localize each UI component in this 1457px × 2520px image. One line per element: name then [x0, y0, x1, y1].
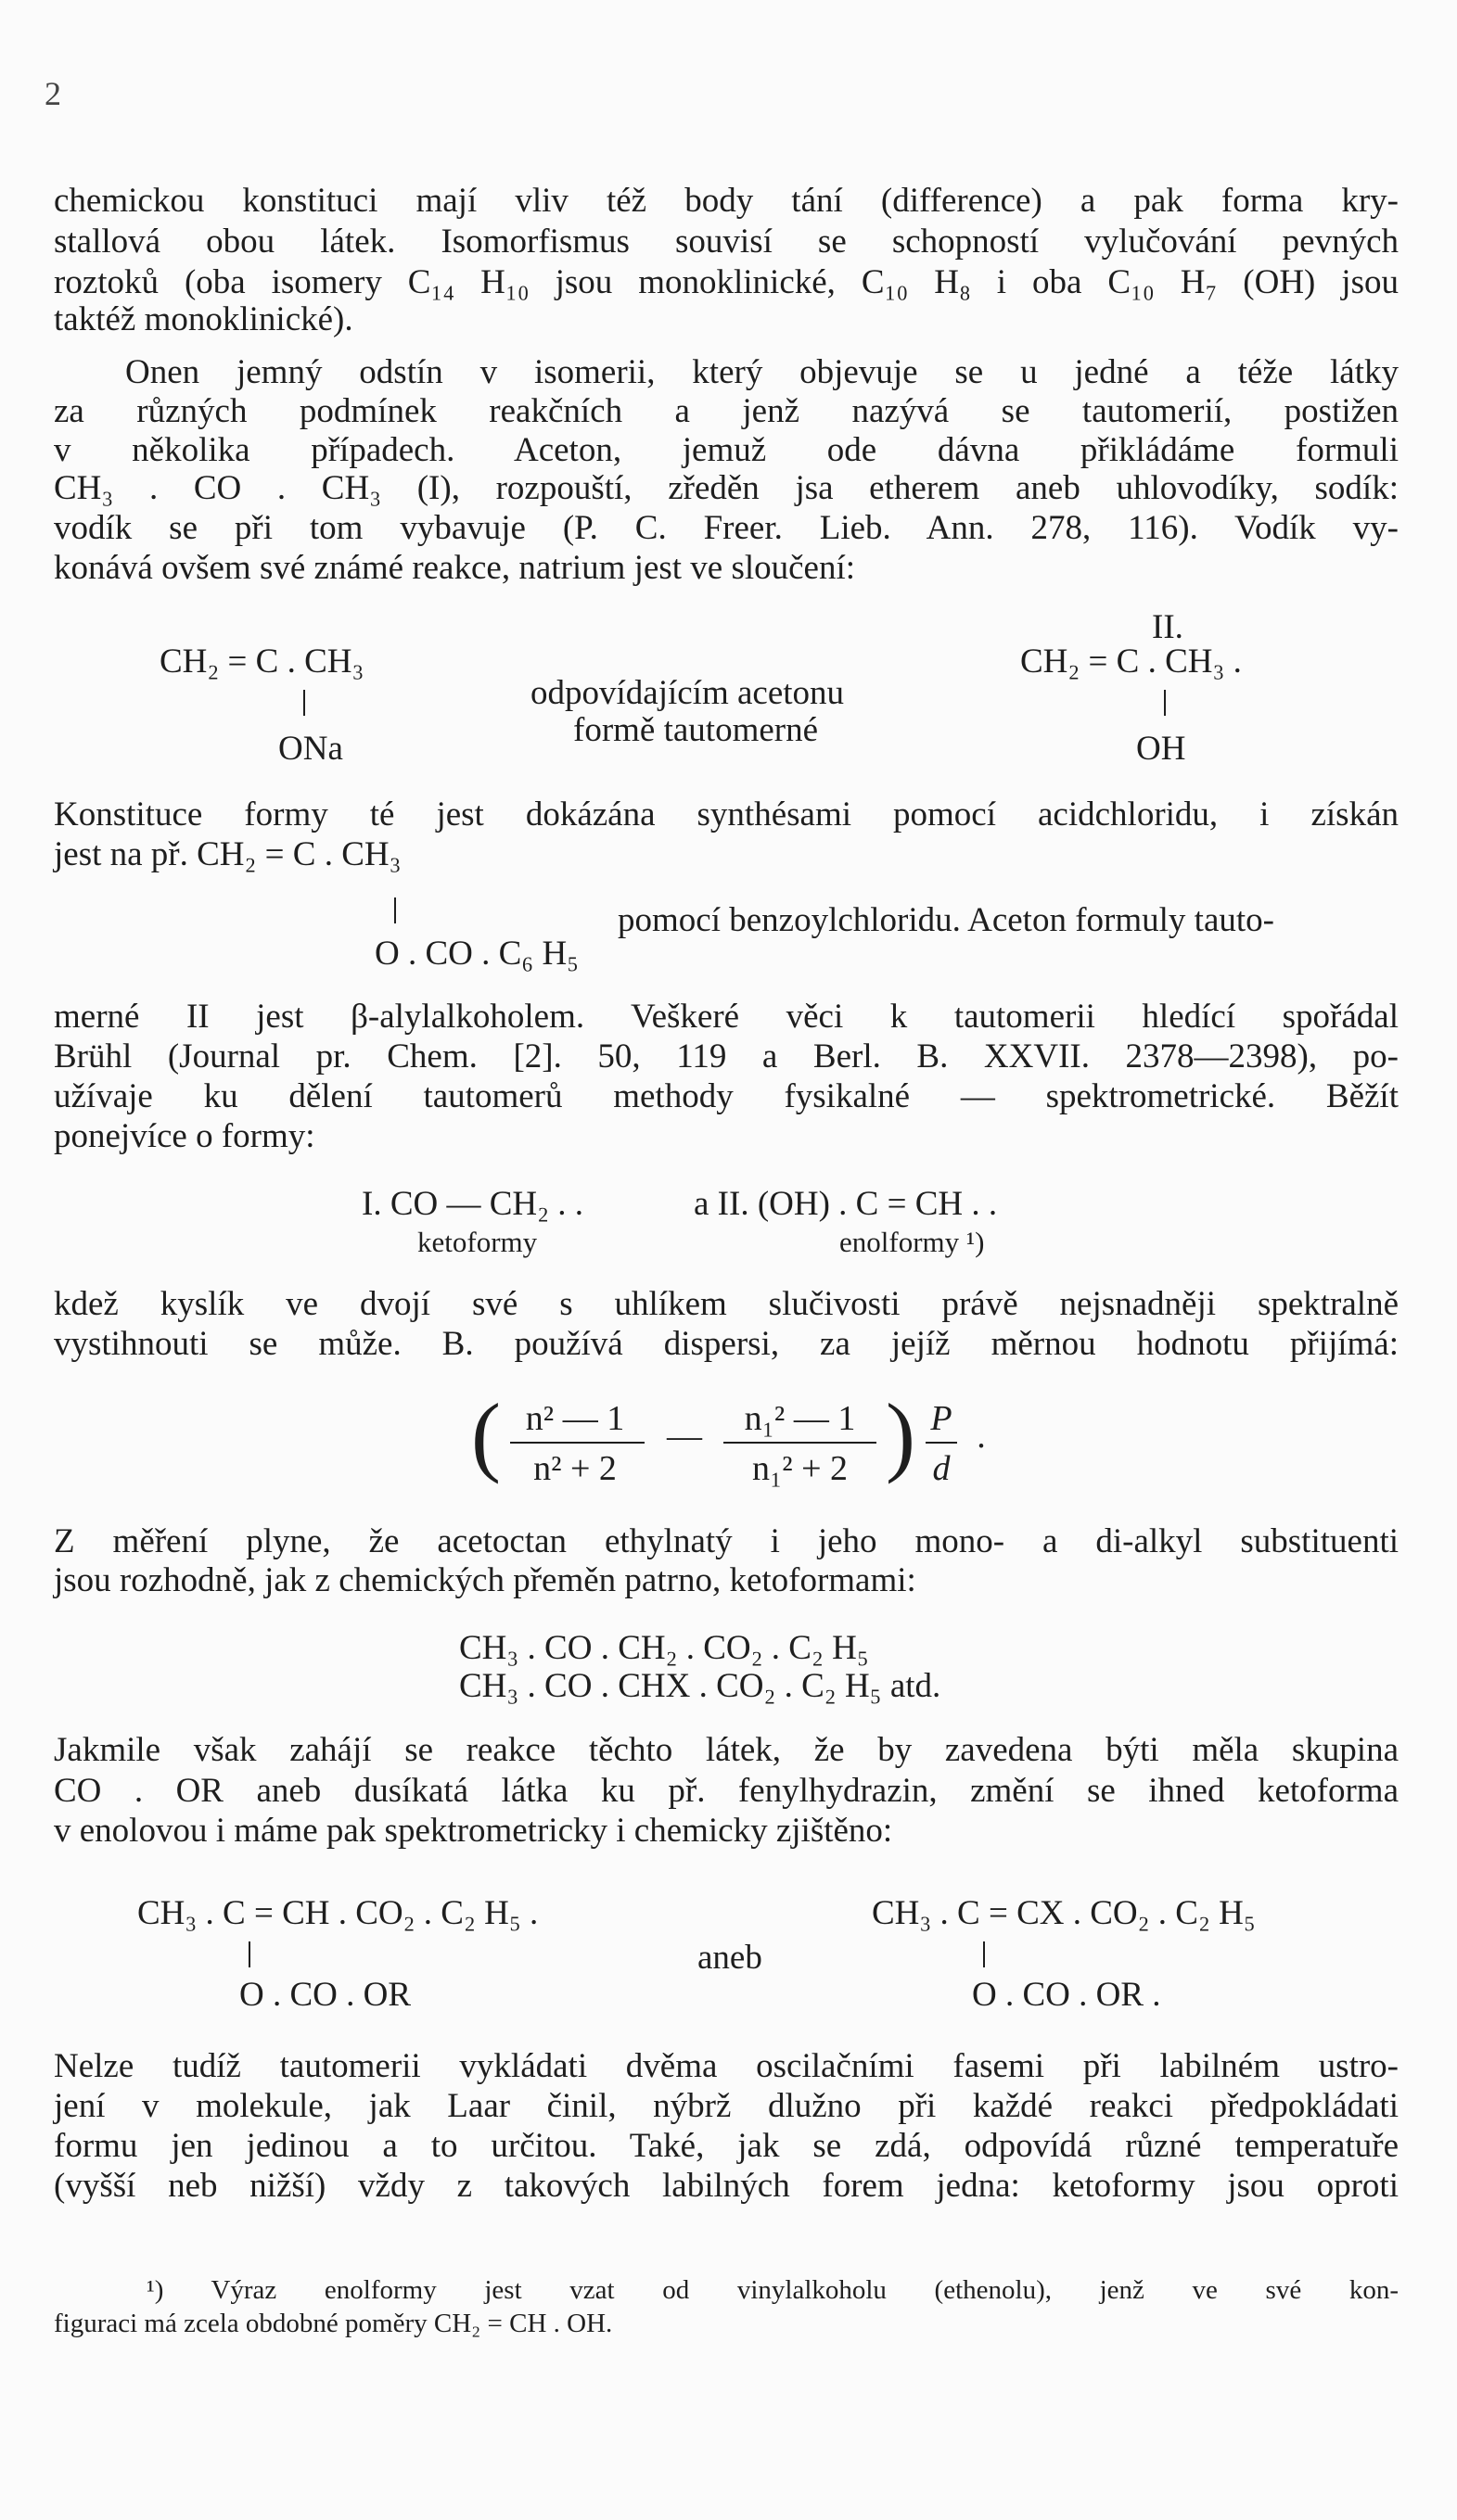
text-line: kdež kyslík ve dvojí své s uhlíkem slučivosti právě nejsnadněji spektralně — [54, 1285, 1399, 1323]
page-number: 2 — [45, 75, 61, 112]
right-paren: ) — [886, 1385, 915, 1484]
formula-dot: . — [977, 1417, 986, 1456]
bond-line — [303, 690, 305, 716]
formula-middle-2: formě tautomerné — [573, 711, 819, 749]
text-line: CH₃ . CO . CH₃ (I), rozpouští, zředěn jsa etherem aneb uhlovodíky, sodík: — [54, 469, 1399, 507]
numerator-2: n₁² — 1 — [744, 1399, 856, 1438]
text-line: Nelze tudíž tautomerii vykládati dvěma oscilačními fasemi při labilném ustro- — [54, 2047, 1399, 2085]
var-p: P — [930, 1399, 952, 1438]
text-line: CO . OR aneb dusíkatá látka ku př. fenylhydrazin, změní se ihned ketoforma — [54, 1772, 1399, 1810]
footnote-line: ¹) Výraz enolformy jest vzat od vinylalkoholu (ethenolu), jenž ve své kon- — [147, 2275, 1399, 2305]
text-line: Jakmile však zahájí se reakce těchto látek, že by zavedena býti měla skupina — [54, 1731, 1399, 1769]
formula-right-top: CH₂ = C . CH₃ . — [1020, 643, 1242, 681]
text-line: ponejvíce o formy: — [54, 1117, 315, 1155]
text-line: v enolovou i máme pak spektrometricky i chemicky zjištěno: — [54, 1812, 893, 1850]
fraction-line — [510, 1442, 645, 1444]
text-line: za různých podmínek reakčních a jenž nazývá se tautomerií, postižen — [54, 392, 1399, 430]
formula-right-bottom: O . CO . OR . — [972, 1976, 1161, 2014]
text-line: jest na př. CH₂ = C . CH₃ — [54, 835, 402, 873]
minus-sign: — — [667, 1417, 702, 1456]
formula-left-bottom: O . CO . OR — [239, 1976, 412, 2014]
text-line: pomocí benzoylchloridu. Aceton formuly tauto- — [618, 901, 1274, 939]
var-d: d — [932, 1449, 951, 1488]
text-line: vystihnouti se může. B. používá dispersi, za jejíž měrnou hodnotu přijímá: — [54, 1325, 1399, 1363]
text-line: roztoků (oba isomery C₁₄ H₁₀ jsou monoklinické, C₁₀ H₈ i oba C₁₀ H₇ (OH) jsou — [54, 263, 1399, 301]
formula-middle: aneb — [697, 1939, 762, 1977]
text-line: Z měření plyne, že acetoctan ethylnatý i jeho mono- a di-alkyl substituenti — [54, 1522, 1399, 1560]
label-enolformy: enolformy ¹) — [839, 1226, 985, 1258]
text-line: jsou rozhodně, jak z chemických přeměn patrno, ketoformami: — [54, 1561, 916, 1599]
numerator-1: n² — 1 — [525, 1399, 625, 1438]
footnote-line: figuraci má zcela obdobné poměry CH₂ = CH . OH. — [54, 2309, 613, 2338]
formula-left-bottom: ONa — [278, 730, 343, 768]
fraction-line — [926, 1442, 957, 1444]
text-line: Konstituce formy té jest dokázána synthésami pomocí acidchloridu, i získán — [54, 795, 1399, 834]
formula-benzoyl: O . CO . C₆ H₅ — [375, 935, 580, 973]
formula-line: CH₃ . CO . CH₂ . CO₂ . C₂ H₅ — [459, 1629, 869, 1667]
left-paren: ( — [471, 1385, 501, 1484]
text-line: taktéž monoklinické). — [54, 300, 353, 338]
text-line: Onen jemný odstín v isomerii, který objevuje se u jedné a téže látky — [125, 353, 1399, 391]
bond-line — [394, 897, 396, 923]
text-line: formu jen jedinou a to určitou. Také, jak se zdá, odpovídá různé temperatuře — [54, 2127, 1399, 2165]
formula-left-top: CH₂ = C . CH₃ — [160, 643, 364, 681]
label-ketoformy: ketoformy — [417, 1226, 538, 1258]
formula-enol: a II. (OH) . C = CH . . — [694, 1185, 998, 1223]
formula-right-label: II. — [1152, 608, 1183, 646]
text-line: konává ovšem své známé reakce, natrium jest ve sloučení: — [54, 549, 856, 587]
formula-middle-1: odpovídajícím acetonu — [530, 674, 845, 712]
formula-left-top: CH₃ . C = CH . CO₂ . C₂ H₅ . — [137, 1894, 539, 1932]
text-line: chemickou konstituci mají vliv též body tání (difference) a pak forma kry- — [54, 182, 1399, 220]
denominator-2: n₁² + 2 — [751, 1449, 849, 1488]
text-line: v několika případech. Aceton, jemuž ode dávna přikládáme formuli — [54, 431, 1399, 469]
formula-keto: I. CO — CH₂ . . — [362, 1185, 584, 1223]
formula-line: CH₃ . CO . CHX . CO₂ . C₂ H₅ atd. — [459, 1667, 941, 1705]
bond-line — [1164, 690, 1166, 716]
text-line: stallová obou látek. Isomorfismus souvisí se schopností vylučování pevných — [54, 223, 1399, 261]
fraction-line — [723, 1442, 876, 1444]
text-line: Brühl (Journal pr. Chem. [2]. 50, 119 a Berl. B. XXVII. 2378—2398), po- — [54, 1037, 1399, 1075]
text-line: (vyšší neb nižší) vždy z takových labilných forem jedna: ketoformy jsou oproti — [54, 2167, 1399, 2205]
formula-right-bottom: OH — [1136, 730, 1186, 768]
text-line: jení v molekule, jak Laar činil, nýbrž dlužno při každé reakci předpokládati — [54, 2087, 1399, 2125]
text-line: užívaje ku dělení tautomerů methody fysikalné — spektrometrické. Běžít — [54, 1077, 1399, 1115]
bond-line — [249, 1941, 250, 1967]
text-line: merné II jest β-alylalkoholem. Veškeré věci k tautomerii hledící spořádal — [54, 998, 1399, 1036]
text-line: vodík se při tom vybavuje (P. C. Freer. Lieb. Ann. 278, 116). Vodík vy- — [54, 509, 1399, 547]
denominator-1: n² + 2 — [533, 1449, 617, 1488]
bond-line — [983, 1941, 985, 1967]
formula-right-top: CH₃ . C = CX . CO₂ . C₂ H₅ — [872, 1894, 1256, 1932]
